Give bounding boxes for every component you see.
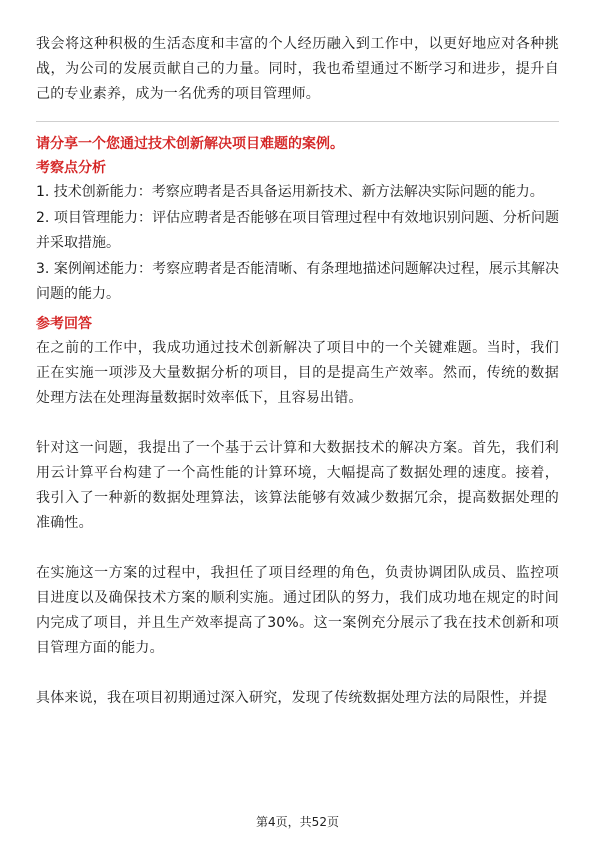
analysis-item: 2. 项目管理能力：评估应聘者是否能够在项目管理过程中有效地识别问题、分析问题并采取措施。 <box>36 210 559 251</box>
page-content <box>36 32 559 711</box>
analysis-item: 1. 技术创新能力：考察应聘者是否具备运用新技术、新方法解决实际问题的能力。 <box>36 184 544 200</box>
question-heading: 请分享一个您通过技术创新解决项目难题的案例。 <box>36 136 344 152</box>
answer-paragraph: 在实施这一方案的过程中，我担任了项目经理的角色，负责协调团队成员、监控项目进度以及确保技术方案的顺利实施。通过团队的努力，我们成功地在规定的时间内完成了项目，并且生产效率提高了30%。这一案例充分展示了我在技术创新和项目管理方面的能力。 <box>36 565 559 656</box>
answer-paragraph: 针对这一问题，我提出了一个基于云计算和大数据技术的解决方案。首先，我们利用云计算平台构建了一个高性能的计算环境，大幅提高了数据处理的速度。接着，我引入了一种新的数据处理算法，该算法能够有效减少数据冗余，提高数据处理的准确性。 <box>36 440 559 531</box>
intro-paragraph: 我会将这种积极的生活态度和丰富的个人经历融入到工作中，以更好地应对各种挑战，为公司的发展贡献自己的力量。同时，我也希望通过不断学习和进步，提升自己的专业素养，成为一名优秀的项目管理师。 <box>36 36 559 102</box>
answer-paragraph: 具体来说，我在项目初期通过深入研究，发现了传统数据处理方法的局限性，并提 <box>36 690 548 706</box>
page-number: 第4页，共52页 <box>256 815 339 829</box>
analysis-list <box>36 180 559 307</box>
analysis-title: 考察点分析 <box>36 160 106 176</box>
section-divider <box>36 121 559 122</box>
answer-title: 参考回答 <box>36 316 92 332</box>
answer-paragraph: 在之前的工作中，我成功通过技术创新解决了项目中的一个关键难题。当时，我们正在实施一项涉及大量数据分析的项目，目的是提高生产效率。然而，传统的数据处理方法在处理海量数据时效率低下，且容易出错。 <box>36 340 559 406</box>
analysis-item: 3. 案例阐述能力：考察应聘者是否能清晰、有条理地描述问题解决过程，展示其解决问题的能力。 <box>36 261 559 302</box>
